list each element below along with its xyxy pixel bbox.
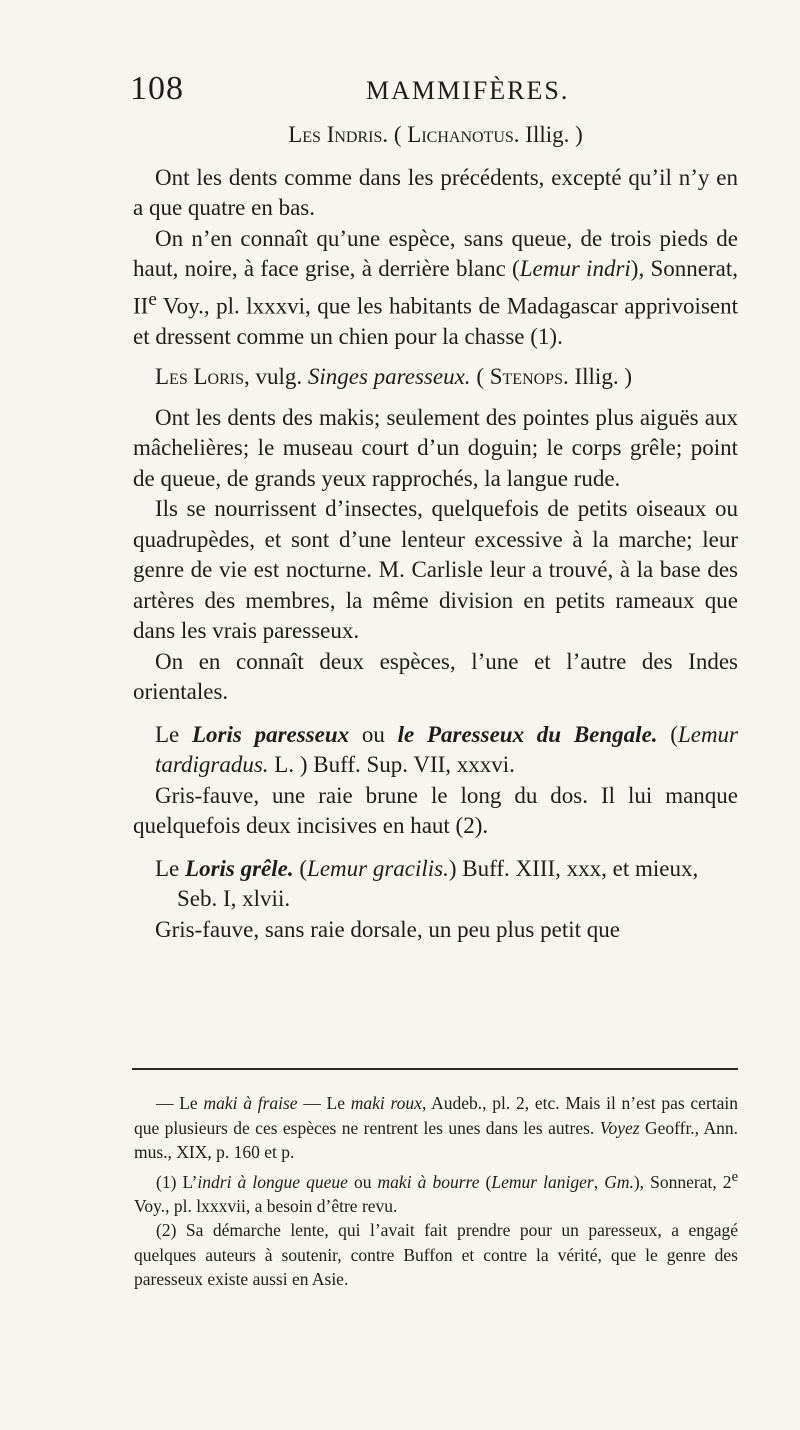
latin-name: Lemur indri (519, 256, 631, 281)
heading-authority: Illig. ) (568, 364, 632, 390)
text-run: On n’en connaît qu’une espèce, sans queue, de trois pieds de haut, noire, à face grise, à derrière blanc ( (133, 225, 738, 281)
text-run: — Le (297, 1093, 351, 1113)
subgenus-name: Lichanotus. (407, 122, 520, 147)
genus-heading-indris (133, 120, 738, 151)
text-run: Le (155, 855, 186, 881)
paragraph: On en connaît deux espèces, l’une et l’autre des Indes orientales. (133, 648, 738, 705)
footnote-marker: (1) (156, 1171, 183, 1192)
text-run: , (593, 1171, 605, 1192)
main-text (133, 116, 738, 945)
latin-name: Lemur laniger (491, 1171, 594, 1192)
latin-name: Lemur gracilis. (307, 855, 449, 881)
text-run: ), Sonnerat, II (133, 256, 738, 319)
italic-text: maki roux (350, 1093, 422, 1113)
text-run: ), Sonnerat, 2 (633, 1171, 732, 1192)
text-run: L’ (182, 1171, 198, 1192)
genus-heading-loris (133, 362, 738, 393)
species-name: Loris grêle. (185, 855, 294, 881)
species-description: Gris-fauve, une raie brune le long du dos. Il lui manque quelquefois deux incisives en haut (2). (133, 782, 738, 839)
italic-text: Gm. (604, 1171, 634, 1192)
italic-text: maki à bourre (377, 1171, 480, 1192)
footnotes (134, 1091, 738, 1292)
superscript: e (148, 288, 157, 310)
footnote-rule (132, 1068, 738, 1070)
page-header (130, 70, 700, 120)
vernacular-name: Singes paresseux. (307, 364, 471, 390)
paragraph (133, 224, 738, 353)
page-number: 108 (130, 70, 184, 107)
genus-name: Les Indris. (288, 122, 389, 147)
text-run: Le (155, 721, 192, 747)
species-heading (133, 854, 738, 915)
superscript: e (731, 1168, 739, 1185)
text-run: ( (293, 855, 308, 881)
italic-text: Voyez (599, 1117, 640, 1138)
text-run: ou (347, 1171, 378, 1192)
heading-authority: Illig. ) (519, 122, 583, 147)
reference: ) Buff. XIII, xxx, et mieux, (448, 855, 699, 881)
text-run: ( (657, 721, 678, 747)
text-run: ou (349, 721, 398, 747)
text-run: Voy., pl. lxxxvi, que les habitants de Madagascar apprivoisent et dressent comme un chien pour la chasse (1). (133, 293, 738, 349)
text-run: Geoffr., Ann. mus., XIX, p. 160 et p. (134, 1117, 738, 1162)
paragraph: Ont les dents comme dans les précédents, excepté qu’il n’y en a que quatre en bas. (133, 164, 738, 220)
paragraph: Ont les dents des makis; seulement des pointes plus aiguës aux mâchelières; le museau court d’un doguin; le corps grêle; point de queue, de grands yeux rapprochés, la langue rude. (133, 404, 738, 491)
text-run: Voy., pl. lxxxvii, a besoin d’être revu. (134, 1195, 398, 1216)
text-run: , Audeb., pl. 2, etc. Mais il n’est pas certain que plusieurs de ces espèces ne rentrent les unes dans les autres. (134, 1093, 738, 1138)
species-heading (133, 720, 738, 781)
footnote-continuation (134, 1091, 738, 1165)
species-alt-name: le Paresseux du Bengale. (397, 721, 658, 747)
reference-continued: Seb. I, xlvii. (177, 886, 291, 912)
latin-name: Lemur tardigradus. (155, 721, 738, 778)
italic-text: indri à longue queue (197, 1171, 348, 1192)
text-run: , vulg. (243, 364, 308, 390)
reference: L. ) Buff. Sup. VII, xxxvi. (268, 752, 515, 778)
text-run: — Le (156, 1093, 204, 1113)
heading-paren-open: ( (470, 364, 490, 390)
heading-paren-open: ( (388, 122, 408, 147)
subgenus-name: Stenops. (489, 364, 569, 390)
running-title: MAMMIFÈRES. (366, 76, 570, 105)
footnote-1 (134, 1165, 738, 1219)
species-name: Loris paresseux (192, 721, 350, 747)
italic-text: maki à fraise (203, 1093, 298, 1113)
species-description: Gris-fauve, sans raie dorsale, un peu plus petit que (155, 916, 620, 942)
text-run: ( (479, 1171, 492, 1192)
paragraph: Ils se nourrissent d’insectes, quelquefois de petits oiseaux ou quadrupèdes, et sont d’une lenteur excessive à la marche; leur genre de vie est nocturne. M. Carlisle leur a trouvé, à la base des artères des membres, la même division en petits rameaux que dans les vrais paresseux. (133, 496, 738, 644)
footnote-2: (2) Sa démarche lente, qui l’avait fait prendre pour un paresseux, a engagé quelques auteurs à soutenir, contre Buffon et contre la vérité, que le genre des paresseux existe aussi en Asie. (134, 1220, 738, 1290)
genus-name: Les Loris (155, 364, 244, 390)
